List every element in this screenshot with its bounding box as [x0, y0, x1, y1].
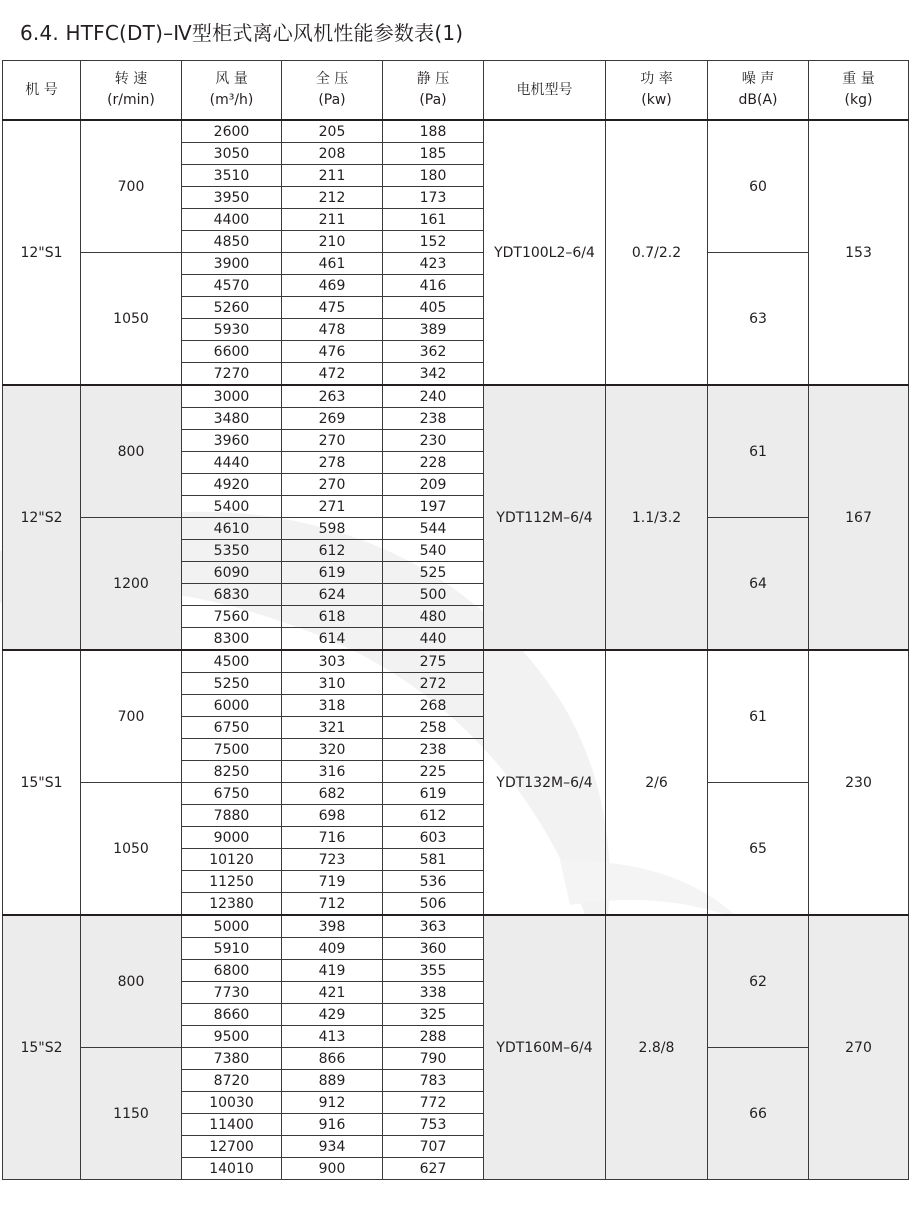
static-pressure-cell: 627 — [383, 1158, 484, 1180]
static-pressure-cell: 225 — [383, 761, 484, 783]
speed-cell: 1050 — [81, 783, 182, 916]
total-pressure-cell: 398 — [282, 915, 383, 938]
airflow-cell: 4440 — [182, 452, 282, 474]
airflow-cell: 3510 — [182, 165, 282, 187]
noise-cell: 61 — [708, 385, 809, 518]
total-pressure-cell: 320 — [282, 739, 383, 761]
static-pressure-cell: 619 — [383, 783, 484, 805]
power-cell: 2.8/8 — [606, 915, 708, 1180]
airflow-cell: 6750 — [182, 783, 282, 805]
airflow-cell: 4920 — [182, 474, 282, 496]
weight-cell: 153 — [809, 120, 909, 385]
static-pressure-cell: 440 — [383, 628, 484, 651]
total-pressure-cell: 476 — [282, 341, 383, 363]
airflow-cell: 3950 — [182, 187, 282, 209]
noise-cell: 62 — [708, 915, 809, 1048]
airflow-cell: 6090 — [182, 562, 282, 584]
static-pressure-cell: 480 — [383, 606, 484, 628]
airflow-cell: 4850 — [182, 231, 282, 253]
total-pressure-cell: 321 — [282, 717, 383, 739]
noise-cell: 65 — [708, 783, 809, 916]
static-pressure-cell: 338 — [383, 982, 484, 1004]
total-pressure-cell: 269 — [282, 408, 383, 430]
airflow-cell: 8660 — [182, 1004, 282, 1026]
table-row — [3, 253, 909, 275]
airflow-cell: 11250 — [182, 871, 282, 893]
total-pressure-cell: 682 — [282, 783, 383, 805]
airflow-cell: 7880 — [182, 805, 282, 827]
total-pressure-cell: 461 — [282, 253, 383, 275]
static-pressure-cell: 209 — [383, 474, 484, 496]
total-pressure-cell: 409 — [282, 938, 383, 960]
motor-model-cell: YDT100L2–6/4 — [484, 120, 606, 385]
weight-cell: 167 — [809, 385, 909, 650]
static-pressure-cell: 540 — [383, 540, 484, 562]
total-pressure-cell: 475 — [282, 297, 383, 319]
airflow-cell: 5930 — [182, 319, 282, 341]
speed-cell: 1050 — [81, 253, 182, 386]
static-pressure-cell: 275 — [383, 650, 484, 673]
total-pressure-cell: 723 — [282, 849, 383, 871]
total-pressure-cell: 614 — [282, 628, 383, 651]
total-pressure-cell: 318 — [282, 695, 383, 717]
airflow-cell: 8720 — [182, 1070, 282, 1092]
static-pressure-cell: 790 — [383, 1048, 484, 1070]
airflow-cell: 5260 — [182, 297, 282, 319]
total-pressure-cell: 478 — [282, 319, 383, 341]
header-speed: 转 速 (r/min) — [81, 61, 182, 121]
table-header-row — [3, 61, 909, 121]
power-cell: 1.1/3.2 — [606, 385, 708, 650]
airflow-cell: 5910 — [182, 938, 282, 960]
static-pressure-cell: 362 — [383, 341, 484, 363]
total-pressure-cell: 263 — [282, 385, 383, 408]
total-pressure-cell: 212 — [282, 187, 383, 209]
airflow-cell: 6800 — [182, 960, 282, 982]
total-pressure-cell: 618 — [282, 606, 383, 628]
airflow-cell: 6600 — [182, 341, 282, 363]
static-pressure-cell: 161 — [383, 209, 484, 231]
static-pressure-cell: 707 — [383, 1136, 484, 1158]
static-pressure-cell: 197 — [383, 496, 484, 518]
static-pressure-cell: 416 — [383, 275, 484, 297]
fan-model-cell: 15"S2 — [3, 915, 81, 1180]
total-pressure-cell: 429 — [282, 1004, 383, 1026]
header-static-pressure: 静 压 (Pa) — [383, 61, 484, 121]
weight-cell: 270 — [809, 915, 909, 1180]
airflow-cell: 4500 — [182, 650, 282, 673]
speed-cell: 1200 — [81, 518, 182, 651]
total-pressure-cell: 270 — [282, 430, 383, 452]
total-pressure-cell: 413 — [282, 1026, 383, 1048]
static-pressure-cell: 258 — [383, 717, 484, 739]
static-pressure-cell: 173 — [383, 187, 484, 209]
airflow-cell: 7500 — [182, 739, 282, 761]
total-pressure-cell: 916 — [282, 1114, 383, 1136]
airflow-cell: 3000 — [182, 385, 282, 408]
total-pressure-cell: 716 — [282, 827, 383, 849]
static-pressure-cell: 423 — [383, 253, 484, 275]
motor-model-cell: YDT160M–6/4 — [484, 915, 606, 1180]
airflow-cell: 5000 — [182, 915, 282, 938]
static-pressure-cell: 325 — [383, 1004, 484, 1026]
total-pressure-cell: 419 — [282, 960, 383, 982]
weight-cell: 230 — [809, 650, 909, 915]
airflow-cell: 5350 — [182, 540, 282, 562]
motor-model-cell: YDT112M–6/4 — [484, 385, 606, 650]
header-total-pressure: 全 压 (Pa) — [282, 61, 383, 121]
noise-cell: 60 — [708, 120, 809, 253]
static-pressure-cell: 363 — [383, 915, 484, 938]
total-pressure-cell: 472 — [282, 363, 383, 386]
airflow-cell: 5400 — [182, 496, 282, 518]
static-pressure-cell: 188 — [383, 120, 484, 143]
total-pressure-cell: 211 — [282, 165, 383, 187]
airflow-cell: 10030 — [182, 1092, 282, 1114]
table-row — [3, 120, 909, 143]
static-pressure-cell: 405 — [383, 297, 484, 319]
static-pressure-cell: 152 — [383, 231, 484, 253]
motor-model-cell: YDT132M–6/4 — [484, 650, 606, 915]
total-pressure-cell: 719 — [282, 871, 383, 893]
airflow-cell: 4400 — [182, 209, 282, 231]
static-pressure-cell: 544 — [383, 518, 484, 540]
static-pressure-cell: 268 — [383, 695, 484, 717]
total-pressure-cell: 712 — [282, 893, 383, 916]
total-pressure-cell: 612 — [282, 540, 383, 562]
airflow-cell: 8300 — [182, 628, 282, 651]
table-row — [3, 385, 909, 408]
speed-cell: 1150 — [81, 1048, 182, 1180]
static-pressure-cell: 603 — [383, 827, 484, 849]
airflow-cell: 7560 — [182, 606, 282, 628]
airflow-cell: 10120 — [182, 849, 282, 871]
total-pressure-cell: 208 — [282, 143, 383, 165]
fan-model-cell: 12"S2 — [3, 385, 81, 650]
table-row — [3, 783, 909, 805]
noise-cell: 61 — [708, 650, 809, 783]
static-pressure-cell: 238 — [383, 408, 484, 430]
page-title: 6.4. HTFC(DT)–Ⅳ型柜式离心风机性能参数表(1) — [20, 21, 464, 45]
total-pressure-cell: 278 — [282, 452, 383, 474]
airflow-cell: 3900 — [182, 253, 282, 275]
header-airflow: 风 量 (m³/h) — [182, 61, 282, 121]
total-pressure-cell: 698 — [282, 805, 383, 827]
total-pressure-cell: 421 — [282, 982, 383, 1004]
airflow-cell: 4570 — [182, 275, 282, 297]
airflow-cell: 6830 — [182, 584, 282, 606]
static-pressure-cell: 783 — [383, 1070, 484, 1092]
total-pressure-cell: 205 — [282, 120, 383, 143]
total-pressure-cell: 211 — [282, 209, 383, 231]
noise-cell: 64 — [708, 518, 809, 651]
speed-cell: 800 — [81, 385, 182, 518]
static-pressure-cell: 772 — [383, 1092, 484, 1114]
total-pressure-cell: 303 — [282, 650, 383, 673]
fan-model-cell: 15"S1 — [3, 650, 81, 915]
static-pressure-cell: 525 — [383, 562, 484, 584]
static-pressure-cell: 288 — [383, 1026, 484, 1048]
total-pressure-cell: 469 — [282, 275, 383, 297]
table-body — [3, 120, 909, 1180]
static-pressure-cell: 753 — [383, 1114, 484, 1136]
power-cell: 0.7/2.2 — [606, 120, 708, 385]
airflow-cell: 5250 — [182, 673, 282, 695]
static-pressure-cell: 240 — [383, 385, 484, 408]
fan-performance-table — [2, 60, 909, 1180]
static-pressure-cell: 230 — [383, 430, 484, 452]
total-pressure-cell: 900 — [282, 1158, 383, 1180]
airflow-cell: 3050 — [182, 143, 282, 165]
airflow-cell: 12700 — [182, 1136, 282, 1158]
static-pressure-cell: 238 — [383, 739, 484, 761]
static-pressure-cell: 389 — [383, 319, 484, 341]
airflow-cell: 14010 — [182, 1158, 282, 1180]
airflow-cell: 7730 — [182, 982, 282, 1004]
airflow-cell: 2600 — [182, 120, 282, 143]
speed-cell: 700 — [81, 120, 182, 253]
fan-model-cell: 12"S1 — [3, 120, 81, 385]
total-pressure-cell: 271 — [282, 496, 383, 518]
table-row — [3, 650, 909, 673]
total-pressure-cell: 934 — [282, 1136, 383, 1158]
power-cell: 2/6 — [606, 650, 708, 915]
static-pressure-cell: 272 — [383, 673, 484, 695]
static-pressure-cell: 185 — [383, 143, 484, 165]
total-pressure-cell: 310 — [282, 673, 383, 695]
total-pressure-cell: 316 — [282, 761, 383, 783]
header-motor-model: 电机型号 — [484, 61, 606, 121]
airflow-cell: 9000 — [182, 827, 282, 849]
static-pressure-cell: 355 — [383, 960, 484, 982]
static-pressure-cell: 180 — [383, 165, 484, 187]
header-model: 机 号 — [3, 61, 81, 121]
static-pressure-cell: 581 — [383, 849, 484, 871]
airflow-cell: 3480 — [182, 408, 282, 430]
airflow-cell: 7270 — [182, 363, 282, 386]
total-pressure-cell: 889 — [282, 1070, 383, 1092]
total-pressure-cell: 624 — [282, 584, 383, 606]
total-pressure-cell: 866 — [282, 1048, 383, 1070]
header-power: 功 率 (kw) — [606, 61, 708, 121]
static-pressure-cell: 342 — [383, 363, 484, 386]
airflow-cell: 11400 — [182, 1114, 282, 1136]
static-pressure-cell: 612 — [383, 805, 484, 827]
airflow-cell: 6750 — [182, 717, 282, 739]
static-pressure-cell: 506 — [383, 893, 484, 916]
header-noise: 噪 声 dB(A) — [708, 61, 809, 121]
static-pressure-cell: 500 — [383, 584, 484, 606]
speed-cell: 700 — [81, 650, 182, 783]
static-pressure-cell: 228 — [383, 452, 484, 474]
airflow-cell: 4610 — [182, 518, 282, 540]
header-weight: 重 量 (kg) — [809, 61, 909, 121]
table-row — [3, 518, 909, 540]
total-pressure-cell: 210 — [282, 231, 383, 253]
airflow-cell: 3960 — [182, 430, 282, 452]
table-row — [3, 1048, 909, 1070]
total-pressure-cell: 598 — [282, 518, 383, 540]
airflow-cell: 12380 — [182, 893, 282, 916]
static-pressure-cell: 360 — [383, 938, 484, 960]
total-pressure-cell: 270 — [282, 474, 383, 496]
speed-cell: 800 — [81, 915, 182, 1048]
airflow-cell: 6000 — [182, 695, 282, 717]
total-pressure-cell: 912 — [282, 1092, 383, 1114]
static-pressure-cell: 536 — [383, 871, 484, 893]
airflow-cell: 8250 — [182, 761, 282, 783]
noise-cell: 66 — [708, 1048, 809, 1180]
table-row — [3, 915, 909, 938]
noise-cell: 63 — [708, 253, 809, 386]
airflow-cell: 9500 — [182, 1026, 282, 1048]
airflow-cell: 7380 — [182, 1048, 282, 1070]
total-pressure-cell: 619 — [282, 562, 383, 584]
